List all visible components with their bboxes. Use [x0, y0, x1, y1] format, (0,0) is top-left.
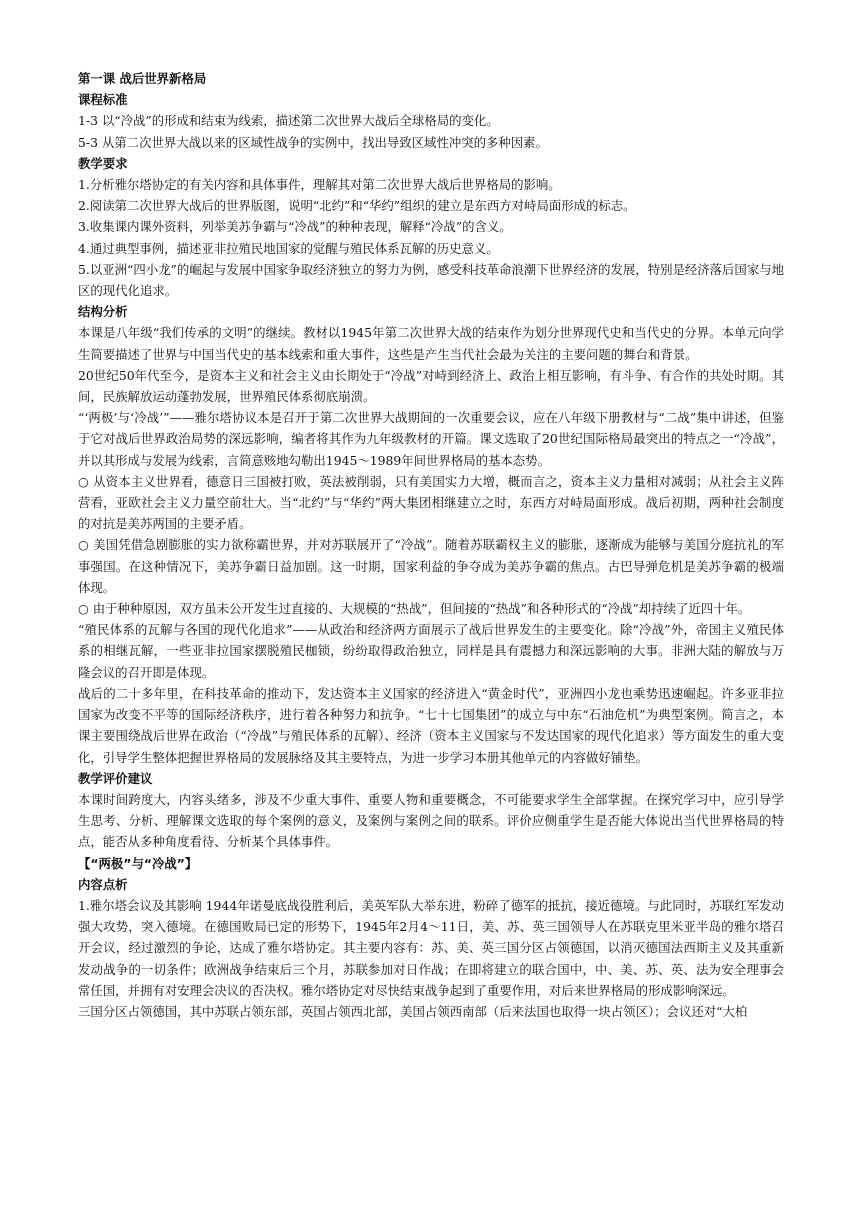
lesson-title: 第一课 战后世界新格局: [78, 71, 207, 86]
structure-paragraph: 战后的二十多年里，在科技革命的推动下，发达资本主义国家的经济进入“黄金时代”，亚洲四小龙也乘势迅速崛起。许多亚非拉国家为改变不平等的国际经济秩序，进行着各种努力和抗争。“七十七国集团”的成立与中东“石油危机”为典型案例。简言之，本课主要围绕战后世界在政治（“冷战”与殖民体系的瓦解）、经济（资本主义国家与不发达国家的现代化追求）等方面发生的重大变化，引导学生整体把握世界格局的发展脉络及其主要特点，为进一步学习本册其他单元的内容做好铺垫。: [78, 685, 784, 765]
structure-analysis-heading: 结构分析: [78, 304, 128, 320]
structure-paragraph: ○ 美国凭借急剧膨胀的实力欲称霸世界，并对苏联展开了“冷战”。随着苏联霸权主义的膨胀，逐渐成为能够与美国分庭抗礼的军事强国。在这种情况下，美苏争霸日益加剧。这一时期，国家利益的争夺成为美苏争霸的焦点。古巴导弹危机是美苏争霸的极端体现。: [78, 537, 784, 595]
course-standard-item: 5-3 从第二次世界大战以来的区域性战争的实例中，找出导致区域性冲突的多种因素。: [78, 134, 548, 150]
teaching-requirement-item: 5.以亚洲“四小龙”的崛起与发展中国家争取经济独立的努力为例，感受科技革命浪潮下世界经济的发展，特别是经济落后国家与地区的现代化追求。: [78, 261, 784, 299]
structure-paragraph: ○ 从资本主义世界看，德意日三国被打败，英法被削弱，只有美国实力大增，概而言之，资本主义力量相对减弱；从社会主义阵营看，亚欧社会主义力量空前壮大。当“北约”与“华约”两大集团相继建立之时，东西方对峙局面形成。战后初期，两种社会制度的对抗是美苏两国的主要矛盾。: [78, 473, 784, 532]
teaching-requirement-item: 2.阅读第二次世界大战后的世界版图，说明“北约”和“华约”组织的建立是东西方对峙局面形成的标志。: [78, 198, 636, 214]
course-standard-item: 1-3 以“冷战”的形成和结束为线索，描述第二次世界大战后全球格局的变化。: [78, 113, 499, 129]
evaluation-heading: 教学评价建议: [78, 770, 153, 786]
teaching-requirement-item: 1.分析雅尔塔协定的有关内容和具体事件，理解其对第二次世界大战后世界格局的影响。: [78, 177, 561, 193]
section-subheading: 内容点析: [78, 876, 128, 892]
structure-paragraph: “‘两极’与‘冷战’”——雅尔塔协议本是召开于第二次世界大战期间的一次重要会议，应在八年级下册教材与“二战”集中讲述，但鉴于它对战后世界政治局势的深远影响，编者将其作为九年级教材的开篇。课文选取了20世纪国际格局最突出的特点之一“冷战”，并以其形成与发展为线索，言简意赅地勾勒出1945～1989年间世界格局的基本态势。: [78, 410, 784, 468]
course-standard-heading: 课程标准: [78, 92, 128, 108]
structure-paragraph: 20世纪50年代至今，是资本主义和社会主义由长期处于“冷战”对峙到经济上、政治上相互影响，有斗争、有合作的共处时期。其间，民族解放运动蓬勃发展，世界殖民体系彻底崩溃。: [78, 367, 784, 405]
structure-paragraph: ○ 由于种种原因，双方虽未公开发生过直接的、大规模的“热战”，但间接的“热战”和各种形式的“冷战”却持续了近四十年。: [78, 601, 751, 617]
teaching-requirement-item: 3.收集课内课外资料，列举美苏争霸与“冷战”的种种表现，解释“冷战”的含义。: [78, 219, 512, 235]
teaching-requirements-heading: 教学要求: [78, 155, 128, 171]
document-page: [78, 68, 784, 1022]
evaluation-paragraph: 本课时间跨度大，内容头绪多，涉及不少重大事件、重要人物和重要概念，不可能要求学生全部掌握。在探究学习中，应引导学生思考、分析、理解课文选取的每个案例的意义，及案例与案例之间的联系。评价应侧重学生是否能大体说出当代世界格局的特点，能否从多种角度看待、分析某个具体事件。: [78, 791, 784, 850]
structure-paragraph: 本课是八年级“我们传承的文明”的继续。教材以1945年第二次世界大战的结束作为划分世界现代史和当代史的分界。本单元向学生简要描述了世界与中国当代史的基本线索和重大事件，这些是产生当代社会最为关注的主要问题的舞台和背景。: [78, 325, 784, 362]
structure-paragraph: “殖民体系的瓦解与各国的现代化追求”——从政治和经济两方面展示了战后世界发生的主要变化。除“冷战”外，帝国主义殖民体系的相继瓦解，一些亚非拉国家摆脱殖民枷锁，纷纷取得政治独立，同样是具有震撼力和深远影响的大事。非洲大陆的解放与万隆会议的召开即是体现。: [78, 622, 784, 680]
section-paragraph: 三国分区占领德国，其中苏联占领东部，英国占领西北部，美国占领西南部（后来法国也取得一块占领区）；会议还对“大柏: [78, 1003, 748, 1019]
teaching-requirement-item: 4.通过典型事例，描述亚非拉殖民地国家的觉醒与殖民体系瓦解的历史意义。: [78, 240, 499, 256]
section-paragraph: 1.雅尔塔会议及其影响 1944年诺曼底战役胜利后，美英军队大举东进，粉碎了德军的抵抗，接近德境。与此同时，苏联红军发动强大攻势，突入德境。在德国败局已定的形势下，1945年2月4～11日，美、苏、英三国领导人在苏联克里米亚半岛的雅尔塔召开会议，经过激烈的争论，达成了雅尔塔协定。其主要内容有：苏、美、英三国分区占领德国，以消灭德国法西斯主义及其重新发动战争的一切条件；欧洲战争结束后三个月，苏联参加对日作战；在即将建立的联合国中，中、美、苏、英、法为安全理事会常任国，并拥有对安理会决议的否决权。雅尔塔协定对尽快结束战争起到了重要作用，对后来世界格局的形成影响深远。: [78, 897, 784, 998]
section-heading: 【“两极”与“冷战”】: [78, 855, 198, 871]
